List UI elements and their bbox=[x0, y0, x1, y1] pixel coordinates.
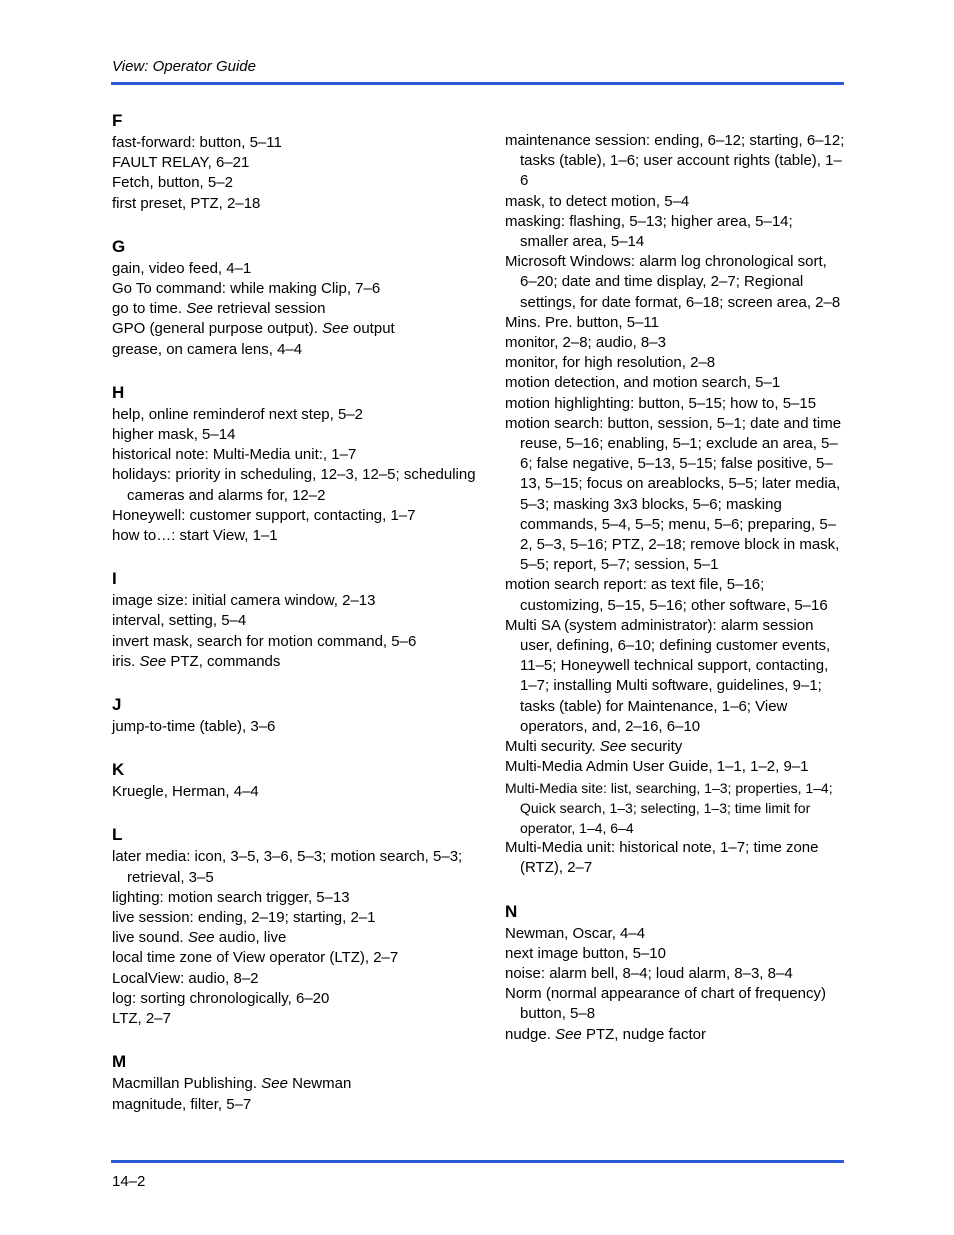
index-entry bbox=[505, 212, 845, 252]
index-entry bbox=[112, 194, 492, 214]
index-entry bbox=[112, 340, 492, 360]
index-entry-text: log: sorting chronologically, 6–20 bbox=[112, 989, 330, 1007]
index-section bbox=[112, 1051, 492, 1114]
index-entry bbox=[112, 153, 492, 173]
section-letter: H bbox=[112, 382, 125, 402]
index-entry-text: FAULT RELAY, 6–21 bbox=[112, 154, 250, 172]
index-entry bbox=[505, 333, 845, 353]
index-entry-text: Multi-Media Admin User Guide, 1–1, 1–2, 9–1 bbox=[505, 758, 809, 776]
index-entry-text: live sound. bbox=[112, 929, 184, 947]
index-entry bbox=[112, 989, 492, 1009]
index-section bbox=[505, 901, 845, 1045]
index-entry bbox=[505, 778, 845, 839]
see-reference-label: See bbox=[322, 320, 349, 338]
index-entry bbox=[505, 944, 845, 964]
index-entry-text: higher mask, 5–14 bbox=[112, 426, 236, 444]
see-reference-label: See bbox=[186, 300, 213, 318]
index-entry-text: historical note: Multi-Media unit:, 1–7 bbox=[112, 446, 357, 464]
index-entry-text: jump-to-time (table), 3–6 bbox=[112, 718, 276, 736]
index-entry-text: motion search: button, session, 5–1; date and time reuse, 5–16; enabling, 5–1; exclude an area, 5–6; false negative, 5–13, 5–15; false positive, 5–13, 5–15; focus on areablocks, 5–5; later media, 5–3; masking 3x3 blocks, 5–6; masking commands, 5–4, 5–5; menu, 5–6; preparing, 5–2, 5–3, 5–16; PTZ, 2–18; remove block in mask, 5–5; report, 5–7; session, 5–1 bbox=[505, 414, 842, 574]
index-section bbox=[112, 824, 492, 1029]
section-letter: G bbox=[112, 236, 126, 256]
index-entry-text: next image button, 5–10 bbox=[505, 944, 666, 962]
index-entry bbox=[112, 506, 492, 526]
index-entry bbox=[505, 964, 845, 984]
index-entry-text: nudge. bbox=[505, 1025, 551, 1043]
see-reference-target: security bbox=[630, 738, 683, 756]
see-reference-target: PTZ, commands bbox=[170, 652, 281, 670]
index-entry bbox=[112, 908, 492, 928]
index-entry bbox=[505, 394, 845, 414]
index-entry-text: Kruegle, Herman, 4–4 bbox=[112, 783, 259, 801]
see-reference-label: See bbox=[555, 1025, 582, 1043]
section-letter: F bbox=[112, 111, 123, 130]
section-letter: J bbox=[112, 695, 122, 715]
index-entry bbox=[112, 782, 492, 802]
index-section bbox=[112, 236, 492, 360]
index-entry-text: grease, on camera lens, 4–4 bbox=[112, 340, 303, 358]
index-entry-text: noise: alarm bell, 8–4; loud alarm, 8–3, 8–4 bbox=[505, 964, 793, 982]
index-entry bbox=[112, 717, 492, 737]
index-entry bbox=[112, 969, 492, 989]
index-entry-text: go to time. bbox=[112, 300, 183, 318]
index-entry-text: maintenance session: ending, 6–12; starting, 6–12; tasks (table), 1–6; user account rights (table), 1–6 bbox=[505, 132, 845, 190]
index-entry-text: motion highlighting: button, 5–15; how to, 5–15 bbox=[505, 394, 817, 412]
section-letter: N bbox=[505, 901, 518, 921]
index-entry bbox=[112, 425, 492, 445]
index-entry-text: masking: flashing, 5–13; higher area, 5–14; smaller area, 5–14 bbox=[505, 212, 793, 251]
index-entry bbox=[505, 984, 845, 1024]
index-section bbox=[112, 110, 492, 214]
index-entry-text: monitor, for high resolution, 2–8 bbox=[505, 354, 716, 372]
index-entry-text: invert mask, search for motion command, 5–6 bbox=[112, 632, 417, 650]
section-letter: I bbox=[112, 569, 117, 589]
index-entry-text: help, online reminderof next step, 5–2 bbox=[112, 405, 363, 423]
index-entry bbox=[112, 888, 492, 908]
see-reference-target: retrieval session bbox=[217, 300, 326, 318]
see-reference-label: See bbox=[599, 738, 627, 756]
index-entry bbox=[505, 131, 845, 192]
index-entry bbox=[505, 737, 845, 757]
index-entry-text: live session: ending, 2–19; starting, 2–1 bbox=[112, 909, 376, 927]
index-entry-text: interval, setting, 5–4 bbox=[112, 612, 247, 630]
see-reference-label: See bbox=[139, 652, 167, 670]
index-entry-text: LocalView: audio, 8–2 bbox=[112, 969, 259, 987]
index-entry-text: mask, to detect motion, 5–4 bbox=[505, 192, 690, 210]
index-entry bbox=[112, 259, 492, 279]
index-entry bbox=[112, 319, 492, 339]
index-entry-text: Microsoft Windows: alarm log chronological sort, 6–20; date and time display, 2–7; Regional settings, for date format, 6–18; screen area, 2–8 bbox=[505, 253, 841, 311]
index-entry bbox=[112, 847, 492, 887]
see-reference-target: audio, live bbox=[218, 929, 287, 947]
section-letter: M bbox=[112, 1052, 127, 1072]
index-entry-text: Go To command: while making Clip, 7–6 bbox=[112, 280, 381, 298]
index-column-right bbox=[505, 131, 845, 1045]
index-entry-text: first preset, PTZ, 2–18 bbox=[112, 194, 261, 212]
page-header-title: View: Operator Guide bbox=[112, 58, 256, 75]
index-entry bbox=[112, 465, 492, 505]
index-entry bbox=[505, 757, 845, 777]
see-reference-label: See bbox=[187, 929, 215, 947]
index-entry-text: Mins. Pre. button, 5–11 bbox=[505, 313, 659, 331]
index-entry-text: motion search report: as text file, 5–16; customizing, 5–15, 5–16; other software, 5–16 bbox=[505, 576, 828, 614]
see-reference-target: output bbox=[353, 320, 395, 338]
index-entry bbox=[112, 632, 492, 652]
index-entry-text: holidays: priority in scheduling, 12–3, 12–5; scheduling cameras and alarms for, 12–2 bbox=[112, 466, 476, 504]
index-entry bbox=[505, 1025, 845, 1045]
see-reference-target: Newman bbox=[292, 1075, 352, 1093]
index-entry bbox=[112, 1095, 492, 1115]
index-entry bbox=[505, 252, 845, 313]
index-entry bbox=[505, 575, 845, 615]
footer-rule bbox=[111, 1160, 844, 1163]
index-entry bbox=[112, 611, 492, 631]
index-section bbox=[112, 759, 492, 802]
index-entry-text: Macmillan Publishing. bbox=[112, 1075, 258, 1093]
index-entry bbox=[112, 1074, 492, 1094]
index-section bbox=[112, 382, 492, 546]
index-section bbox=[112, 694, 492, 737]
index-entry bbox=[505, 616, 845, 737]
index-entry bbox=[112, 526, 492, 546]
index-entry-text: Multi-Media site: list, searching, 1–3; properties, 1–4; Quick search, 1–3; selecting, 1–3; time limit for operator, 1–4, 6–4 bbox=[505, 779, 833, 836]
index-entry-text: image size: initial camera window, 2–13 bbox=[112, 592, 376, 610]
index-entry bbox=[505, 414, 845, 576]
index-entry bbox=[112, 591, 492, 611]
index-entry-text: local time zone of View operator (LTZ), 2–7 bbox=[112, 949, 399, 967]
index-entry bbox=[505, 353, 845, 373]
index-entry-text: Norm (normal appearance of chart of frequency) button, 5–8 bbox=[505, 985, 826, 1023]
index-entry-text: GPO (general purpose output). bbox=[112, 320, 318, 338]
index-entry-text: Fetch, button, 5–2 bbox=[112, 174, 233, 192]
index-entry-text: Newman, Oscar, 4–4 bbox=[505, 924, 646, 942]
index-entry bbox=[112, 405, 492, 425]
see-reference-label: See bbox=[261, 1075, 288, 1093]
index-entry bbox=[112, 928, 492, 948]
index-entry bbox=[505, 192, 845, 212]
index-column-left bbox=[112, 108, 492, 1115]
index-entry-text: Multi-Media unit: historical note, 1–7; time zone (RTZ), 2–7 bbox=[505, 839, 819, 877]
index-entry bbox=[112, 173, 492, 193]
index-entry bbox=[112, 299, 492, 319]
index-entry bbox=[112, 279, 492, 299]
index-section bbox=[112, 568, 492, 672]
index-entry bbox=[112, 1009, 492, 1029]
index-entry-text: Multi SA (system administrator): alarm session user, defining, 6–10; defining customer events, 11–5; Honeywell technical support, contacting, 1–7; installing Multi software, guidelines, 9–1; tasks (table) for Maintenance, 1–6; View operators, and, 2–16, 6–10 bbox=[505, 616, 831, 735]
index-entry-text: magnitude, filter, 5–7 bbox=[112, 1095, 252, 1113]
index-entry bbox=[112, 652, 492, 672]
index-entry bbox=[505, 924, 845, 944]
index-entry bbox=[112, 948, 492, 968]
index-entry-text: Multi security. bbox=[505, 738, 596, 756]
index-entry bbox=[505, 313, 845, 333]
index-entry-text: later media: icon, 3–5, 3–6, 5–3; motion search, 5–3; retrieval, 3–5 bbox=[112, 848, 463, 886]
index-entry bbox=[112, 133, 492, 153]
index-entry-text: lighting: motion search trigger, 5–13 bbox=[112, 888, 350, 906]
header-rule bbox=[111, 82, 844, 85]
index-entry-text: gain, video feed, 4–1 bbox=[112, 259, 252, 277]
index-section bbox=[505, 131, 845, 879]
index-entry-text: how to…: start View, 1–1 bbox=[112, 527, 278, 545]
index-entry-text: monitor, 2–8; audio, 8–3 bbox=[505, 334, 666, 352]
index-entry bbox=[505, 373, 845, 393]
index-entry bbox=[505, 838, 845, 878]
section-letter: K bbox=[112, 760, 125, 780]
index-entry-text: fast-forward: button, 5–11 bbox=[112, 134, 282, 151]
index-entry bbox=[112, 445, 492, 465]
index-entry-text: Honeywell: customer support, contacting, 1–7 bbox=[112, 506, 416, 524]
page-number: 14–2 bbox=[112, 1173, 146, 1190]
index-entry-text: iris. bbox=[112, 652, 136, 670]
index-entry-text: LTZ, 2–7 bbox=[112, 1010, 171, 1028]
index-entry-text: motion detection, and motion search, 5–1 bbox=[505, 374, 781, 392]
see-reference-target: PTZ, nudge factor bbox=[585, 1025, 706, 1043]
section-letter: L bbox=[112, 825, 123, 845]
